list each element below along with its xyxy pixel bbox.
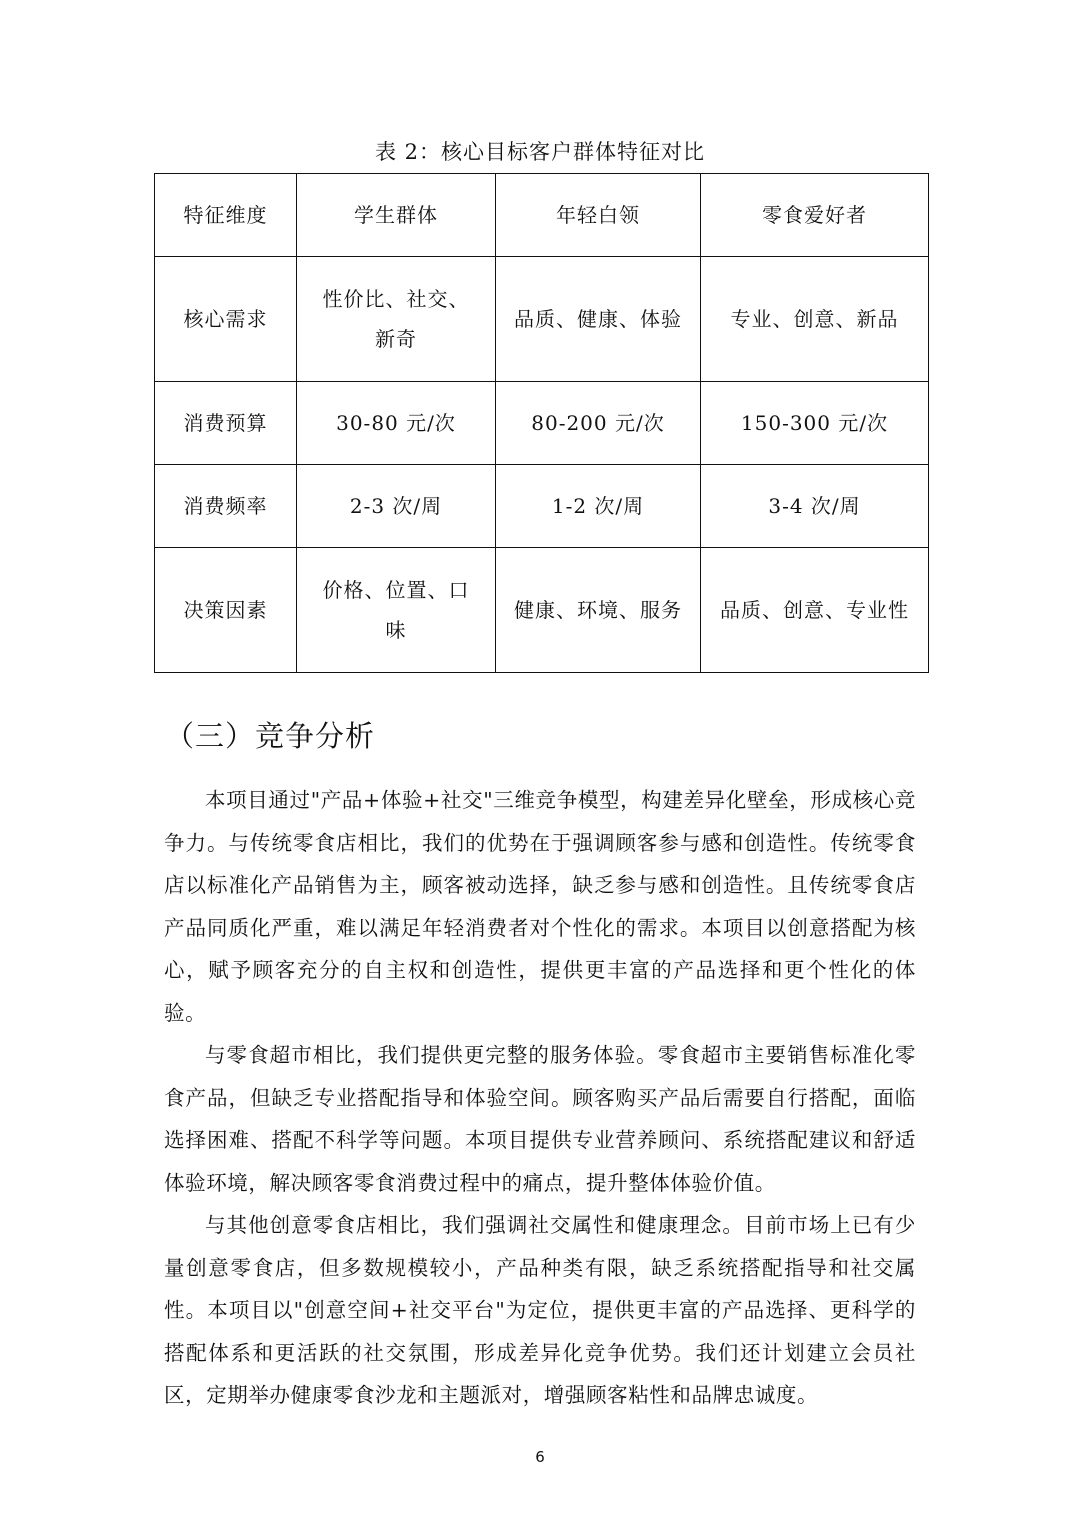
customer-comparison-table [154,173,929,673]
table-cell [297,548,496,673]
paragraph: 与其他创意零食店相比，我们强调社交属性和健康理念。目前市场上已有少量创意零食店，但多数规模较小，产品种类有限，缺乏系统搭配指导和社交属性。本项目以"创意空间+社交平台"为定位，提供更丰富的产品选择、更科学的搭配体系和更活跃的社交氛围，形成差异化竞争优势。我们还计划建立会员社区，定期举办健康零食沙龙和主题派对，增强顾客粘性和品牌忠诚度。 [164,1213,916,1407]
table-cell: 品质、创意、专业性 [701,548,929,673]
paragraph: 本项目通过"产品+体验+社交"三维竞争模型，构建差异化壁垒，形成核心竞争力。与传统零食店相比，我们的优势在于强调顾客参与感和创造性。传统零食店以标准化产品销售为主，顾客被动选择，缺乏参与感和创造性。且传统零食店产品同质化严重，难以满足年轻消费者对个性化的需求。本项目以创意搭配为核心，赋予顾客充分的自主权和创造性，提供更丰富的产品选择和更个性化的体验。 [164,788,916,1025]
table-cell: 1-2 次/周 [496,465,701,548]
paragraph: 与零食超市相比，我们提供更完整的服务体验。零食超市主要销售标准化零食产品，但缺乏专业搭配指导和体验空间。顾客购买产品后需要自行搭配，面临选择困难、搭配不科学等问题。本项目提供专业营养顾问、系统搭配建议和舒适体验环境，解决顾客零食消费过程中的痛点，提升整体体验价值。 [164,1043,916,1195]
section-heading: （三）竞争分析 [165,719,376,753]
table-row [155,548,929,673]
table-cell: 80-200 元/次 [496,382,701,465]
page-number: 6 [535,1448,545,1466]
table-cell: 2-3 次/周 [297,465,496,548]
table-cell-text: 价格、位置、口味 [322,578,470,642]
table-row-label: 核心需求 [155,257,297,382]
table-row [155,382,929,465]
table-cell-text: 性价比、社交、新奇 [322,287,470,351]
table-header-cell: 零食爱好者 [701,174,929,257]
table-row [155,465,929,548]
table-header-row [155,174,929,257]
table-cell: 品质、健康、体验 [496,257,701,382]
table-row [155,257,929,382]
table-cell: 150-300 元/次 [701,382,929,465]
table-caption: 表 2：核心目标客户群体特征对比 [374,140,706,164]
table-cell: 30-80 元/次 [297,382,496,465]
section-body [164,779,916,1417]
table-row-label: 决策因素 [155,548,297,673]
table-header-cell: 学生群体 [297,174,496,257]
table-cell: 3-4 次/周 [701,465,929,548]
table-row-label: 消费频率 [155,465,297,548]
table-cell: 健康、环境、服务 [496,548,701,673]
table-cell [297,257,496,382]
table-cell: 专业、创意、新品 [701,257,929,382]
table-header-cell: 年轻白领 [496,174,701,257]
table-header-cell: 特征维度 [155,174,297,257]
table-row-label: 消费预算 [155,382,297,465]
